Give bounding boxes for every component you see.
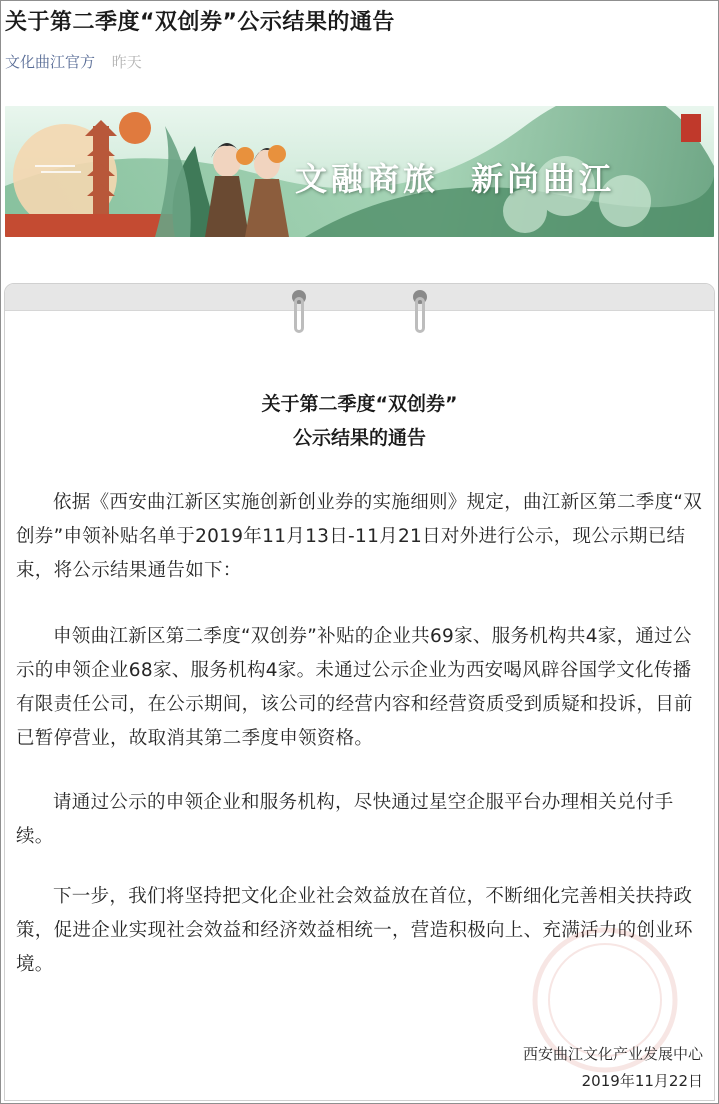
notice-paragraph-2: 申领曲江新区第二季度“双创券”补贴的企业共69家、服务机构共4家，通过公示的申领企业68家、服务机构4家。未通过公示企业为西安喝风辟谷国学文化传播有限责任公司，在公示期间，该公司的经营内容和经营资质受到质疑和投诉，目前已暂停营业，故取消其第二季度申领资格。: [16, 626, 693, 749]
notice-paragraph-4: 下一步，我们将坚持把文化企业社会效益放在首位，不断细化完善相关扶持政策，促进企业实现社会效益和经济效益相统一，营造积极向上、充满活力的创业环境。: [16, 886, 693, 975]
notice-title-line-2: 公示结果的通告: [292, 427, 426, 449]
banner-slogan: [295, 154, 615, 200]
binder-ring-icon: [292, 290, 306, 334]
issue-date: 2019年11月22日: [581, 1072, 703, 1090]
article-title: 关于第二季度“双创券”公示结果的通告: [5, 10, 395, 35]
article-meta: [5, 51, 142, 73]
issuer-name: 西安曲江文化产业发展中心: [522, 1045, 703, 1063]
notice-title-line-1: 关于第二季度“双创券”: [261, 393, 458, 415]
card-binder-strip: [5, 284, 714, 311]
notice-paragraph-1: 依据《西安曲江新区实施创新创业券的实施细则》规定，曲江新区第二季度“双创券”申领补贴名单于2019年11月13日-11月21日对外进行公示，现公示期已结束，将公示结果通告如下：: [16, 492, 703, 581]
publish-time: 昨天: [111, 53, 142, 71]
notice-paragraph-3: 请通过公示的申领企业和服务机构，尽快通过星空企服平台办理相关兑付手续。: [16, 792, 674, 847]
binder-ring-icon: [413, 290, 427, 334]
header-banner-image: [5, 106, 714, 237]
account-name-link[interactable]: 文化曲江官方: [5, 53, 96, 71]
banner-slogan-left: 文融商旅: [295, 160, 440, 198]
banner-slogan-right: 新尚曲江: [471, 160, 616, 198]
